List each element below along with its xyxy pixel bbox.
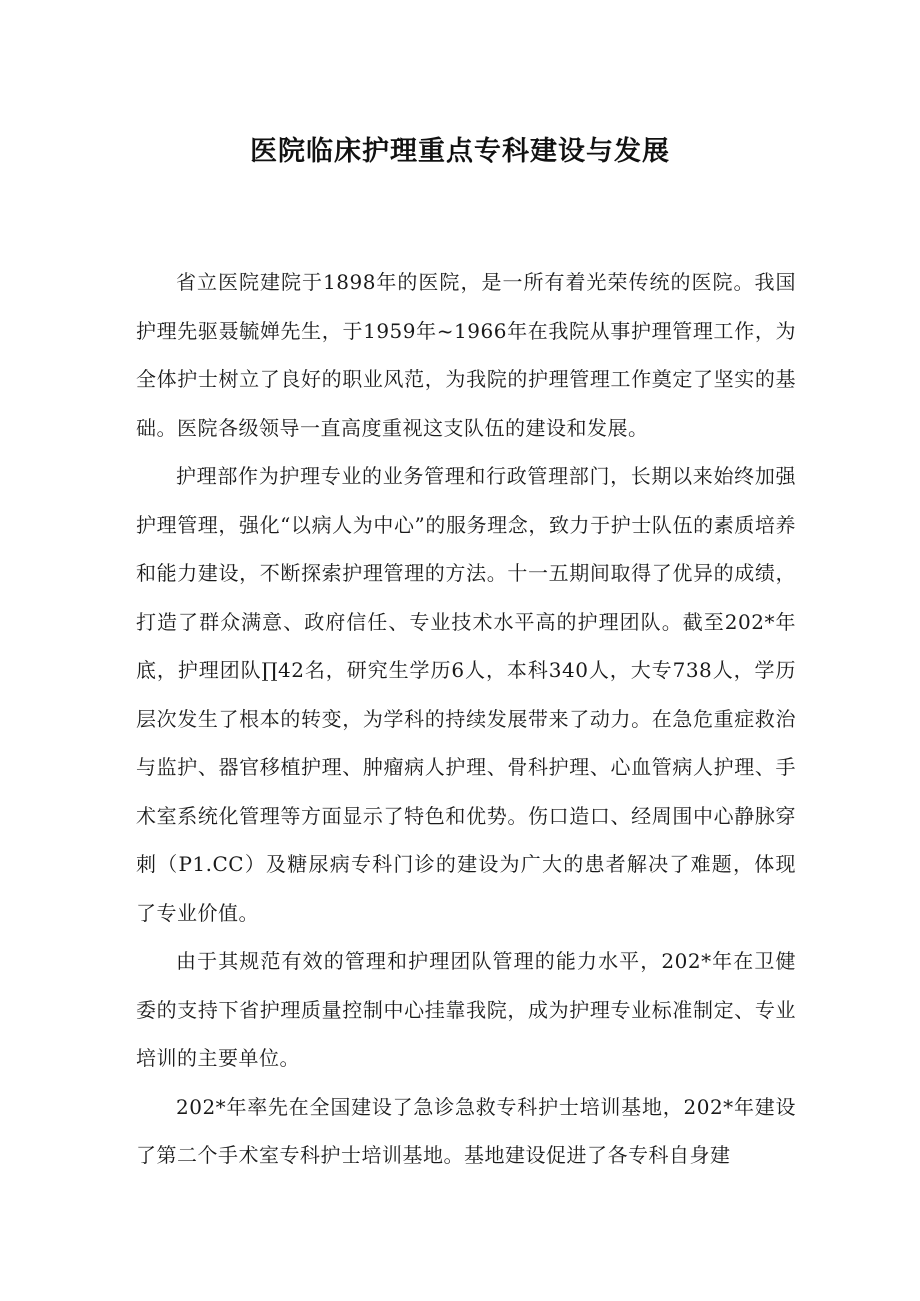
document-body [136,258,796,1180]
paragraph-history: 省立医院建院于1898年的医院，是一所有着光荣传统的医院。我国护理先驱聂毓婵先生，于1959年~1966年在我院从事护理管理工作，为全体护士树立了良好的职业风范，为我院的护理管理工作奠定了坚实的基础。医院各级领导一直高度重视这支队伍的建设和发展。 [136,270,796,440]
paragraph-quality-control: 由于其规范有效的管理和护理团队管理的能力水平，202*年在卫健委的支持下省护理质量控制中心挂靠我院，成为护理专业标准制定、专业培训的主要单位。 [136,949,796,1070]
paragraph-nursing-department: 护理部作为护理专业的业务管理和行政管理部门，长期以来始终加强护理管理，强化“以病人为中心”的服务理念，致力于护士队伍的素质培养和能力建设，不断探索护理管理的方法。十一五期间取得了优异的成绩，打造了群众满意、政府信任、专业技术水平高的护理团队。截至202*年底，护理团队∏42名，研究生学历6人，本科340人，大专738人，学历层次发生了根本的转变，为学科的持续发展带来了动力。在急危重症救治与监护、器官移植护理、肿瘤病人护理、骨科护理、心血管病人护理、手术室系统化管理等方面显示了特色和优势。伤口造口、经周围中心静脉穿刺（P1.CC）及糖尿病专科门诊的建设为广大的患者解决了难题，体现了专业价值。 [136,464,796,925]
paragraph-training-base: 202*年率先在全国建设了急诊急救专科护士培训基地，202*年建设了第二个手术室专科护士培训基地。基地建设促进了各专科自身建 [136,1094,796,1167]
document-title: 医院临床护理重点专科建设与发展 [250,136,670,167]
